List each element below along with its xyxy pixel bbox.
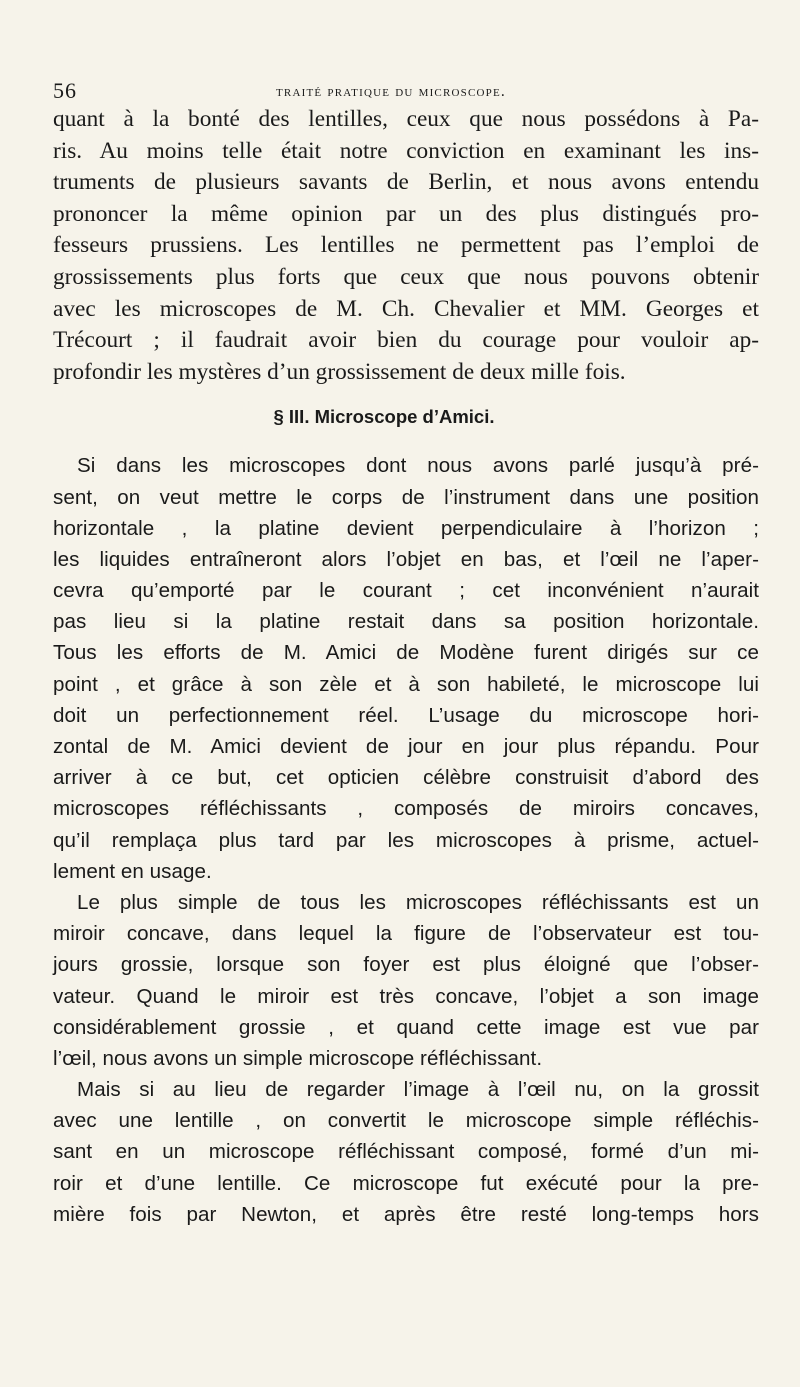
text-line: grossissements plus forts que ceux que nous pouvons obtenir [53, 263, 759, 290]
text-line: truments de plusieurs savants de Berlin, et nous avons entendu [53, 169, 759, 196]
text-line: vateur. Quand le miroir est très concave, l’objet a son image [53, 984, 759, 1008]
text-line: lement en usage. [53, 859, 212, 883]
text-line: ris. Au moins telle était notre conviction en examinant les ins- [53, 137, 759, 164]
page-number: 56 [53, 78, 77, 103]
text-line: jours grossie, lorsque son foyer est plus éloigné que l’obser- [53, 953, 759, 977]
text-line: l’œil, nous avons un simple microscope réfléchissant. [53, 1046, 543, 1070]
running-head [53, 78, 623, 104]
text-line: qu’il remplaça plus tard par les microscopes à prisme, actuel- [53, 828, 759, 852]
text-line: Le plus simple de tous les microscopes réfléchissants est un [77, 890, 759, 914]
text-line: point , et grâce à son zèle et à son habileté, le microscope lui [53, 672, 759, 696]
text-line: quant à la bonté des lentilles, ceux que nous possédons à Pa- [53, 106, 759, 132]
text-line: Trécourt ; il faudrait avoir bien du courage pour vouloir ap- [53, 327, 759, 354]
text-line: avec les microscopes de M. Ch. Chevalier et MM. Georges et [53, 295, 759, 322]
text-line: cevra qu’emporté par le courant ; cet inconvénient n’aurait [53, 579, 759, 603]
text-line: avec une lentille , on convertit le microscope simple réfléchis- [53, 1109, 759, 1133]
text-line: sant en un microscope réfléchissant composé, formé d’un mi- [53, 1140, 759, 1164]
text-line: profondir les mystères d’un grossissement de deux mille fois. [53, 358, 626, 385]
text-line: les liquides entraîneront alors l’objet en bas, et l’œil ne l’aper- [53, 547, 759, 571]
paragraph [53, 887, 759, 1074]
running-title: traité pratique du microscope. [276, 83, 506, 100]
text-line: miroir concave, dans lequel la figure de l’observateur est tou- [53, 922, 759, 946]
text-line: Mais si au lieu de regarder l’image à l’œil nu, on la grossit [77, 1078, 759, 1102]
body-text [53, 104, 759, 1230]
paragraph-continued [53, 104, 759, 388]
text-line: considérablement grossie , et quand cette image est vue par [53, 1015, 759, 1039]
text-line: microscopes réfléchissants , composés de miroirs concaves, [53, 797, 759, 821]
text-line: zontal de M. Amici devient de jour en jour plus répandu. Pour [53, 735, 759, 759]
text-line: doit un perfectionnement réel. L’usage du microscope hori- [53, 703, 759, 727]
section-heading: § III. Microscope d’Amici. [273, 406, 495, 428]
paragraph [53, 1074, 759, 1230]
text-line: pas lieu si la platine restait dans sa position horizontale. [53, 610, 759, 634]
text-line: fesseurs prussiens. Les lentilles ne permettent pas l’emploi de [53, 232, 759, 259]
text-line: Si dans les microscopes dont nous avons parlé jusqu’à pré- [77, 454, 759, 478]
section-body [53, 450, 759, 1230]
text-line: arriver à ce but, cet opticien célèbre construisit d’abord des [53, 766, 759, 790]
text-line: Tous les efforts de M. Amici de Modène furent dirigés sur ce [53, 641, 759, 665]
text-line: prononcer la même opinion par un des plus distingués pro- [53, 200, 759, 227]
text-line: mière fois par Newton, et après être resté long-temps hors [53, 1202, 759, 1226]
text-line: horizontale , la platine devient perpendiculaire à l’horizon ; [53, 516, 759, 540]
text-line: roir et d’une lentille. Ce microscope fut exécuté pour la pre- [53, 1171, 759, 1195]
paragraph [53, 450, 759, 887]
text-line: sent, on veut mettre le corps de l’instrument dans une position [53, 485, 759, 509]
